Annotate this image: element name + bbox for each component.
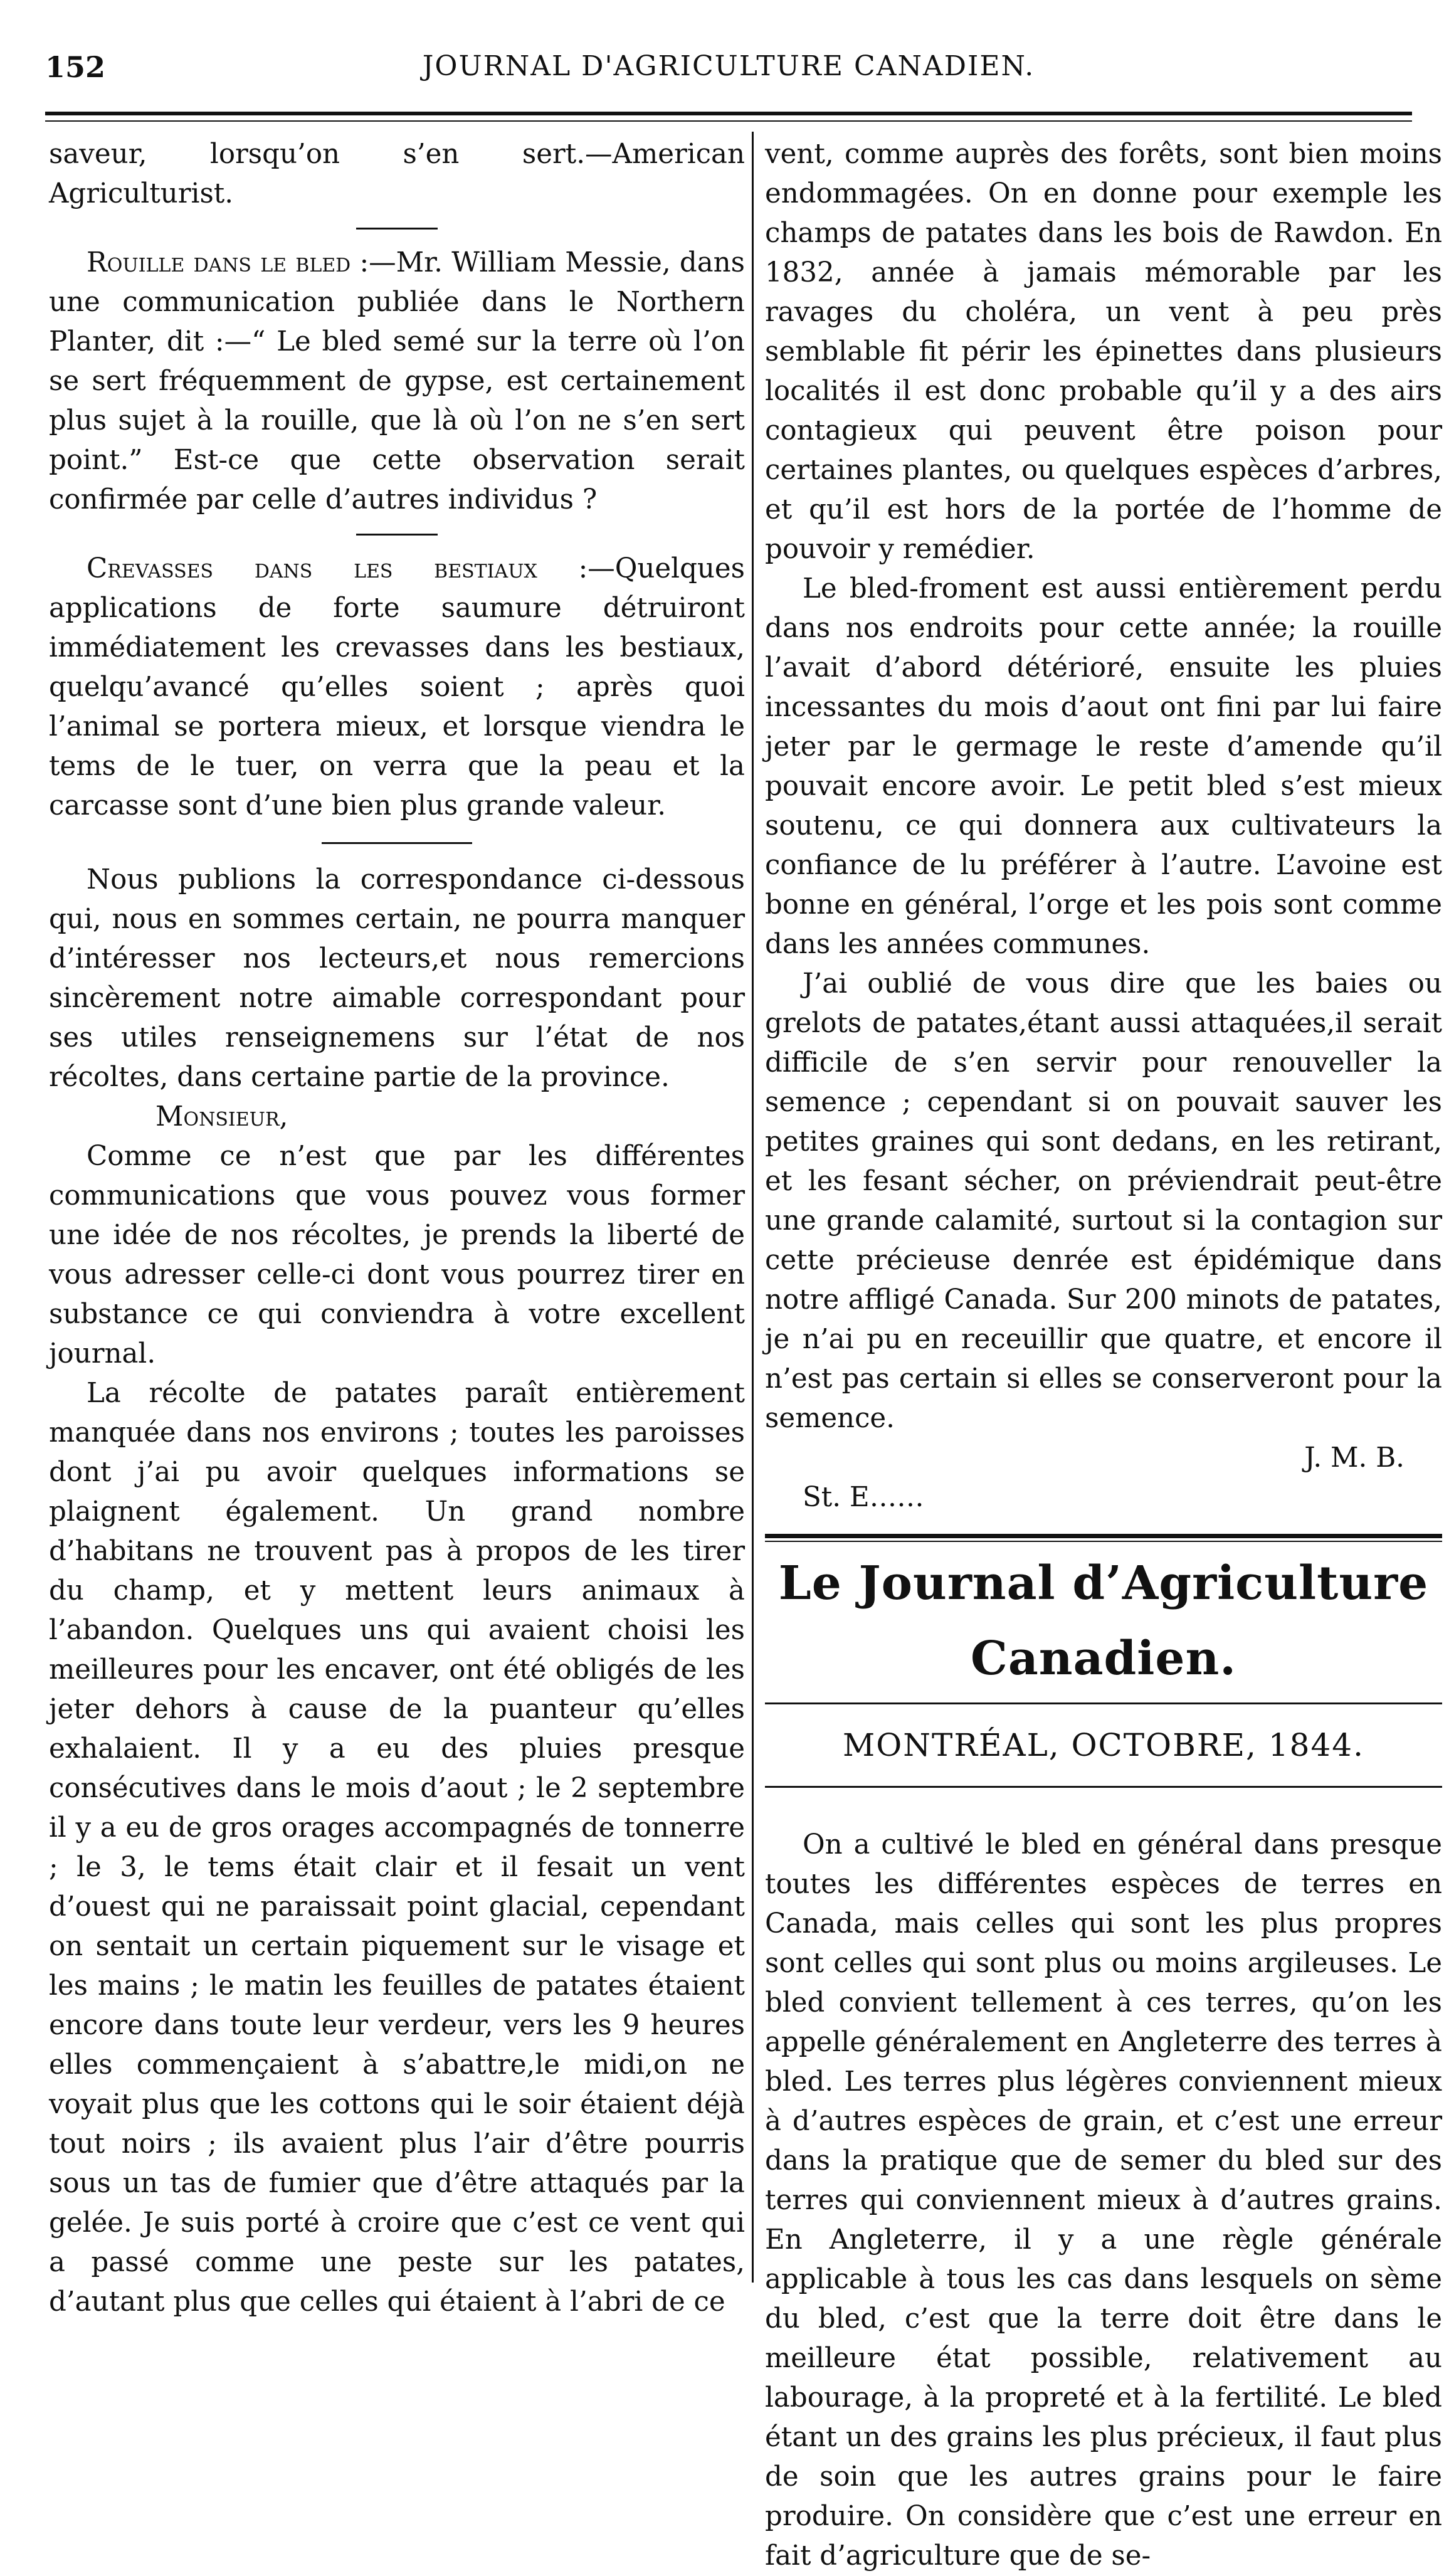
letter-paragraph-4: J’ai oublié de vous dire que les baies ou grelots de patates,étant aussi attaquées,il serait difficile de s’en servir pour renouveller la semence ; cependant si on pouvait sauver les petites graines qui sont dedans, en les retirant, et les fesant sécher, on préviendrait peut-être une grande calamité, surtout si la contagion sur cette précieuse denrée est épidémique dans notre affligé Canada. Sur 200 minots de patates, je n’ai pu en receuillir que quatre, et encore il n’est pas certain si elles se conserveront pour la semence. [765,968,1442,1434]
separator-rule [356,228,438,230]
rouille-heading: Rouille dans le bled [87,247,351,278]
letter-place: St. E…… [803,1482,924,1513]
dateline: MONTRÉAL, OCTOBRE, 1844. [843,1727,1364,1763]
rouille-body: :—Mr. William Messie, dans une communication publiée dans le Northern Planter, dit :—“ Le bled semé sur la terre où l’on se sert fréquemment de gypse, est certainement plus sujet à la rouille, que là où l’on ne s’en sert point.” Est-ce que cette observation serait confirmée par celle d’autres individus ? [49,247,745,515]
dateline-rule [765,1786,1442,1788]
separator-rule [322,842,472,844]
editorial-paragraph: On a cultivé le bled en général dans presque toutes les différentes espèces de terres en Canada, mais celles qui sont les plus propres sont celles qui sont plus ou moins argileuses. Le bled convient tellement à ces terres, qu’on les appelle généralement en Angleterre des terres à bled. Les terres plus légères conviennent mieux à d’autres espèces de grain, et c’est une erreur dans la pratique que de semer du bled sur des terres qui conviennent mieux à d’autres grains. En Angleterre, il y a une règle générale applicable à tous les cas dans lesquels on sème du bled, c’est que la terre doit être dans le meilleure état possible, relativement au labourage, à la propreté et à la fertilité. Le bled étant un des grains les plus précieux, il faut plus de soin que les autres grains pour le faire produire. On considère que c’est une erreur en fait d’agriculture que de se- [765,1829,1442,2572]
masthead-rule-top [765,1534,1442,1542]
crevasses-body: :—Quelques applications de forte saumure détruiront immédiatement les crevasses dans les bestiaux, quelqu’avancé qu’elles soient ; après quoi l’animal se portera mieux, et lorsque viendra le tems de le tuer, on verra que la peau et la carcasse sont d’une bien plus grande valeur. [49,553,745,821]
letter-salutation: Monsieur, [155,1101,288,1132]
header-rule-thin [45,120,1412,122]
paragraph-rouille [49,243,745,520]
paragraph-crevasses [49,549,745,826]
letter-paragraph-2: La récolte de patates paraît entièrement manquée dans nos environs ; toutes les paroisses dont j’ai pu avoir quelques informations se plaignent également. Un grand nombre d’habitans ne trouvent pas à propos de les tirer du champ, et y mettent leurs animaux à l’abandon. Quelques uns qui avaient choisi les meilleures pour les encaver, ont été obligés de les jeter dehors à cause de la puanteur qu’elles exhalaient. Il y a eu des pluies presque consécutives dans le mois d’aout ; le 2 septembre il y a eu de gros orages accompagnés de tonnerre ; le 3, le tems était clair et il fesait un vent d’ouest qui ne paraissait point glacial, cependant on sentait un certain piquement sur le visage et les mains ; le matin les feuilles de patates étaient encore dans toute leur verdeur, vers les 9 heures elles commençaient à s’abattre,le midi,on ne voyait plus que les cottons qui le soir étaient déjà tout noirs ; ils avaient plus l’air d’être pourris sous un tas de fumier que d’être attaqués par la gelée. Je suis porté à croire que c’est ce vent qui a passé comme une peste sur les patates, d’autant plus que celles qui étaient à l’abri de ce [49,1378,745,2318]
right-column [765,135,1442,2576]
page-header [45,44,1412,94]
running-title: JOURNAL D'AGRICULTURE CANADIEN. [422,50,1035,82]
header-rule [45,112,1412,115]
crevasses-heading: Crevasses dans les bestiaux [87,553,537,584]
column-divider [752,132,754,2283]
masthead-title: Le Journal d’Agriculture Canadien. [778,1556,1429,1686]
letter-paragraph-3: Le bled-froment est aussi entièrement perdu dans nos endroits pour cette année; la rouille l’avait d’abord détérioré, ensuite les pluies incessantes du mois d’aout ont fini par lui faire jeter par le germage le reste d’amende qu’il pouvait encore avoir. Le petit bled s’est mieux soutenu, ce qui donnera aux cultivateurs la confiance de lu préférer à l’autre. L’avoine est bonne en général, l’orge et les pois sont comme dans les années communes. [765,573,1442,960]
page-number: 152 [45,50,106,84]
letter-continuation: vent, comme auprès des forêts, sont bien moins endommagées. On en donne pour exemple les champs de patates dans les bois de Rawdon. En 1832, année à jamais mémorable par les ravages du choléra, un vent à peu près semblable fit périr les épinettes dans plusieurs localités il est donc probable qu’il y a des airs contagieux qui peuvent être poison pour certaines plantes, ou quelques espèces d’arbres, et qu’il est hors de la portée de l’homme de pouvoir y remédier. [765,139,1442,565]
separator-rule [356,534,438,536]
paragraph-intro: Nous publions la correspondance ci-dessous qui, nous en sommes certain, ne pourra manquer d’intéresser nos lecteurs,et nous remercions sincèrement notre aimable correspondant pour ses utiles renseignemens sur l’état de nos récoltes, dans certaine partie de la province. [49,864,745,1093]
left-column [49,135,745,2322]
letter-signature: J. M. B. [1304,1442,1404,1474]
letter-paragraph-1: Comme ce n’est que par les différentes communications que vous pouvez vous former une idée de nos récoltes, je prends la liberté de vous adresser celle-ci dont vous pourrez tirer en substance ce qui conviendra à votre excellent journal. [49,1141,745,1370]
paragraph-end-previous: saveur, lorsqu’on s’en sert.—American Agriculturist. [49,139,745,209]
